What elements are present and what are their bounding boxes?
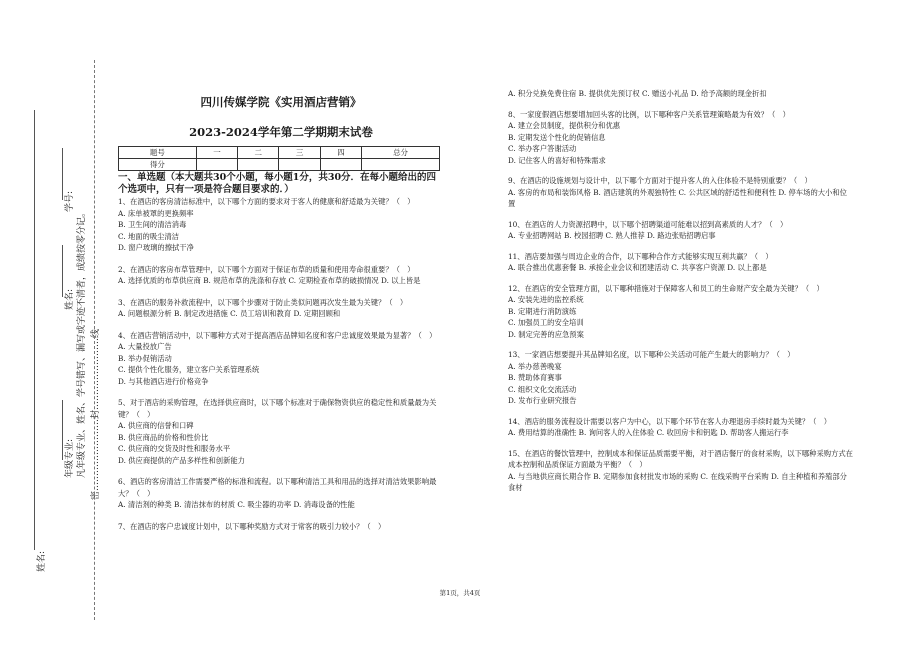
- name-line: [62, 245, 63, 297]
- question-item: [508, 175, 854, 210]
- seal-dashed-line: [94, 60, 95, 620]
- question-item: [508, 88, 854, 100]
- question-option: A. 与当地供应商长期合作 B. 定期参加食材批发市场的采购 C. 在线采购平台采购 D. 自主种植和养殖部分食材: [508, 471, 847, 492]
- question-option: D. 窗户玻璃的擦拭干净: [118, 243, 194, 252]
- question-stem: 10、在酒店的人力资源招聘中，以下哪个招聘渠道可能难以招到高素质的人才？（ ）: [508, 219, 788, 229]
- score-table: [118, 146, 440, 171]
- question-option: B. 赞助体育赛事: [508, 373, 562, 382]
- score-cell: 题号: [119, 147, 197, 159]
- question-option: C. 供应商的交货及时性和服务水平: [118, 444, 231, 453]
- name-label: 姓名:: [65, 288, 75, 310]
- question-option: C. 提供个性化服务，建立客户关系管理系统: [118, 365, 260, 374]
- question-option: A. 安装先进的监控系统: [508, 295, 584, 304]
- binding-margin: [0, 0, 108, 651]
- score-cell: 得分: [119, 159, 197, 171]
- school-line: [34, 110, 35, 550]
- exam-term: 2023-2024学年第二学期期末试卷: [189, 125, 373, 139]
- school-label: 姓名:: [37, 550, 47, 572]
- question-item: [118, 330, 444, 388]
- page-footer: 第1页，共4页: [439, 589, 481, 597]
- score-cell: 总分: [362, 147, 440, 159]
- question-stem: 1、在酒店的客房清洁标准中，以下哪个方面的要求对于客人的健康和舒适最为关键？（ ）: [118, 197, 415, 206]
- question-option: A. 积分兑换免费住宿 B. 提供优先预订权 C. 赠送小礼品 D. 给予高额的现金折扣: [508, 89, 767, 98]
- question-stem: 13、一家酒店想要提升其品牌知名度，以下哪种公关活动可能产生最大的影响力？（ ）: [508, 350, 795, 359]
- question-item: [118, 397, 444, 466]
- question-option: C. 地面的吸尘清洁: [118, 231, 180, 241]
- question-item: [118, 264, 444, 287]
- question-stem: 14、酒店的服务流程设计需要以客户为中心，以下哪个环节在客人办理退房手续时最为关键？（ ）: [508, 416, 832, 426]
- score-cell: 二: [238, 147, 279, 159]
- question-option: A. 专业招聘网站 B. 校园招聘 C. 熟人推荐 D. 路边张贴招聘启事: [508, 231, 716, 240]
- question-option: C. 加强员工的安全培训: [508, 318, 584, 327]
- question-option: D. 记住客人的喜好和特殊需求: [508, 155, 606, 165]
- question-option: A. 联合推出优惠套餐 B. 承接企业会议和团建活动 C. 共享客户资源 D. 以上都是: [508, 263, 767, 272]
- question-stem: 3、在酒店的服务补救流程中，以下哪个步骤对于防止类似问题再次发生最为关键？（ ）: [118, 297, 408, 307]
- question-stem: 12、在酒店的安全管理方面，以下哪种措施对于保障客人和员工的生命财产安全最为关键？（ ）: [508, 283, 824, 293]
- left-column: [118, 88, 444, 542]
- question-option: B. 卫生间的清洁消毒: [118, 220, 187, 229]
- score-cell: 一: [196, 147, 237, 159]
- class-line: [62, 400, 63, 460]
- question-item: [508, 251, 854, 274]
- question-stem: 2、在酒店的客房布草管理中，以下哪个方面对于保证布草的质量和使用寿命很重要？（ ）: [118, 264, 415, 274]
- question-option: A. 问题根源分析 B. 制定改进措施 C. 员工培训和教育 D. 定期回顾和: [118, 309, 341, 318]
- score-cell: 四: [320, 147, 361, 159]
- score-table-score-row: [119, 159, 440, 171]
- score-cell: [320, 159, 361, 171]
- question-option: A. 供应商的信誉和口碑: [118, 421, 194, 430]
- question-option: A. 费用结算的准确性 B. 询问客人的入住体验 C. 收回房卡和钥匙 D. 帮助客人搬运行李: [508, 428, 789, 437]
- score-cell: [279, 159, 320, 171]
- student-id-line: [62, 148, 63, 200]
- score-table-header-row: [119, 147, 440, 159]
- question-option: D. 制定完善的应急预案: [508, 329, 584, 339]
- question-option: A. 大量投放广告: [118, 342, 172, 351]
- question-stem: 15、在酒店的餐饮管理中，控制成本和保证品质需要平衡，对于酒店餐厅的食材采购，以下哪种采购方式在成本控制和品质保证方面最为平衡？（ ）: [508, 448, 853, 469]
- question-stem: 11、酒店要加强与周边企业的合作，以下哪种合作方式能够实现互利共赢？（ ）: [508, 251, 773, 261]
- notice-text: 凡年级专业、姓名、学号错写、漏写或字迹不清者，成绩按零分记。: [77, 207, 87, 478]
- question-option: A. 选择优质的布草供应商 B. 规范布草的洗涤和存放 C. 定期检查布草的破损情况 D. 以上皆是: [118, 276, 421, 285]
- question-option: C. 举办客户答谢活动: [508, 144, 577, 153]
- question-item: [118, 521, 444, 533]
- question-item: [508, 109, 854, 167]
- question-option: A. 清洁剂的种类 B. 清洁抹布的材质 C. 吸尘器的功率 D. 消毒设备的性能: [118, 500, 355, 509]
- question-item: [508, 219, 854, 242]
- question-option: D. 供应商提供的产品多样性和创新能力: [118, 455, 245, 465]
- student-id-label: 学号:: [65, 190, 75, 212]
- right-column: [508, 88, 854, 503]
- section-heading: 一、单选题（本大题共30个小题，每小题1分，共30分．在每小题给出的四个选项中，只有一项是符合题目要求的．）: [118, 172, 437, 195]
- exam-title: 四川传媒学院《实用酒店营销》: [200, 95, 362, 109]
- question-option: A. 建立会员制度，提供积分和优惠: [508, 121, 621, 130]
- question-option: C. 组织文化交流活动: [508, 384, 577, 394]
- question-item: [508, 349, 854, 407]
- question-stem: 6、酒店的客房清洁工作需要严格的标准和流程。以下哪种清洁工具和用品的选择对清洁效果影响最大？（ ）: [118, 477, 437, 498]
- question-item: [508, 283, 854, 341]
- right-question-list: [508, 88, 854, 494]
- seal-text: 密……………………封……………………线: [91, 328, 101, 500]
- question-item: [118, 476, 444, 511]
- question-option: A. 举办慈善晚宴: [508, 361, 562, 371]
- question-option: A. 床单被罩的更换频率: [118, 208, 194, 218]
- class-label: 年级专业:: [65, 438, 75, 478]
- score-cell: [238, 159, 279, 171]
- question-stem: 9、在酒店的设施规划与设计中，以下哪个方面对于提升客人的入住体验不是特别重要？（ ）: [508, 176, 812, 185]
- question-item: [508, 448, 854, 494]
- question-option: A. 客房的布局和装饰风格 B. 酒店建筑的外观独特性 C. 公共区域的舒适性和便利性 D. 停车场的大小和位置: [508, 187, 847, 208]
- score-cell: 三: [279, 147, 320, 159]
- question-stem: 5、对于酒店的采购管理，在选择供应商时，以下哪个标准对于确保物资供应的稳定性和质量最为关键？（ ）: [118, 398, 437, 419]
- score-cell: [196, 159, 237, 171]
- question-option: D. 发布行业研究报告: [508, 396, 577, 405]
- question-option: D. 与其他酒店进行价格竞争: [118, 376, 209, 386]
- question-option: B. 定期进行消防演练: [508, 306, 577, 316]
- question-stem: 7、在酒店的客户忠诚度计划中，以下哪种奖励方式对于常客的吸引力较小？（ ）: [118, 521, 386, 531]
- question-item: [508, 416, 854, 439]
- left-question-list: [118, 196, 444, 532]
- question-item: [118, 297, 444, 320]
- question-option: B. 举办促销活动: [118, 353, 172, 363]
- question-stem: 8、一家度假酒店想要增加回头客的比例，以下哪种客户关系管理策略最为有效？（ ）: [508, 109, 790, 119]
- question-option: B. 供应商品的价格和性价比: [118, 432, 209, 442]
- question-option: B. 定期发送个性化的促销信息: [508, 132, 606, 142]
- question-stem: 4、在酒店营销活动中，以下哪种方式对于提高酒店品牌知名度和客户忠诚度效果最为显著？（ ）: [118, 330, 437, 340]
- score-cell: [362, 159, 440, 171]
- question-item: [118, 196, 444, 254]
